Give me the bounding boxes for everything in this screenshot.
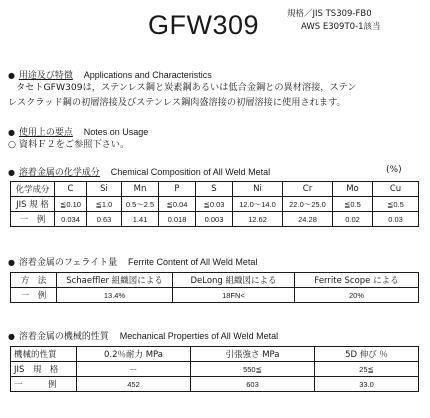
usage-heading-en: Notes on Usage (83, 127, 149, 137)
table-header-cell: Si (87, 182, 122, 197)
table-header-cell: C (55, 182, 87, 197)
row-label: JIS 規 格 (11, 362, 77, 377)
table-header-cell: 引張強さ MPa (191, 347, 315, 362)
applications-text-line2: レスクラッド鋼の初層溶接及びステンレス鋼肉盛溶接の初層溶接に使用されます。 (8, 97, 346, 108)
mechanical-table (10, 346, 419, 392)
chemical-table (10, 181, 419, 227)
table-cell: 0.03 (373, 212, 419, 227)
table-cell: 0.018 (159, 212, 196, 227)
mechanical-jis-row (11, 362, 419, 377)
table-cell: 1.41 (122, 212, 159, 227)
bullet-icon: ● (8, 258, 15, 267)
ferrite-header-row (11, 273, 419, 288)
table-cell: 22.0〜25.0 (283, 197, 333, 212)
table-cell: ー (77, 362, 191, 377)
mechanical-example-row (11, 377, 419, 392)
table-header-cell: 機械的性質 (11, 347, 77, 362)
table-cell: 0.034 (55, 212, 87, 227)
table-header-cell: P (159, 182, 196, 197)
table-cell: 550≦ (191, 362, 315, 377)
ferrite-heading-jp: 溶着金属のフェライト量 (18, 258, 118, 268)
table-cell: 24.28 (283, 212, 333, 227)
table-header-cell: 0.2％耐力 MPa (77, 347, 191, 362)
table-cell: 13.4% (57, 288, 173, 303)
chemical-header-row (11, 182, 419, 197)
table-cell: ≦0.5 (373, 197, 419, 212)
table-cell: 0.02 (333, 212, 373, 227)
mechanical-header-row (11, 347, 419, 362)
table-cell: ≦0.04 (159, 197, 196, 212)
table-header-cell: Ni (233, 182, 283, 197)
chemical-example-row (11, 212, 419, 227)
table-cell: 20% (295, 288, 419, 303)
ferrite-heading-en: Ferrite Content of All Weld Metal (128, 257, 258, 267)
table-cell: 18FN< (173, 288, 295, 303)
table-cell: ≦0.03 (196, 197, 233, 212)
applications-heading-jp: 用途及び特徴 (18, 71, 73, 81)
table-cell: ≦0.5 (333, 197, 373, 212)
applications-text-line1: タセトGFW309は，ステンレス鋼と炭素鋼あるいは低合金鋼との異材溶接，ステン (16, 82, 357, 93)
table-cell: 12.0〜14.0 (233, 197, 283, 212)
table-header-cell: 5D 伸び ％ (315, 347, 419, 362)
usage-heading-jp: 使用上の要点 (18, 128, 73, 138)
table-cell: 0.003 (196, 212, 233, 227)
table-header-cell: Mn (122, 182, 159, 197)
mechanical-heading-jp: 溶着金属の機械的性質 (18, 332, 109, 342)
standard-aws: AWS E309T0-1該当 (301, 22, 381, 32)
table-cell: 25≦ (315, 362, 419, 377)
standard-jis: 規格／JIS TS309-FB0 (287, 9, 372, 19)
table-cell: ≦0.10 (55, 197, 87, 212)
table-header-cell: Schaeffler 組織図による (57, 273, 173, 288)
product-title: GFW309 (148, 10, 260, 40)
table-cell: ≦1.0 (87, 197, 122, 212)
mechanical-heading-en: Mechanical Properties of All Weld Metal (119, 331, 279, 341)
bullet-icon: ● (8, 332, 15, 341)
bullet-icon: ● (8, 71, 15, 80)
applications-heading-en: Applications and Characteristics (83, 70, 212, 80)
table-header-cell: 方 法 (11, 273, 57, 288)
table-cell: 0.63 (87, 212, 122, 227)
chemical-heading (8, 165, 270, 178)
ferrite-table (10, 272, 419, 303)
chemical-heading-jp: 溶着金属の化学成分 (18, 168, 100, 178)
bullet-icon: ● (8, 128, 15, 137)
table-header-cell: DeLong 組織図による (173, 273, 295, 288)
row-label: 一 例 (11, 212, 55, 227)
table-cell: 33.0 (315, 377, 419, 392)
table-cell: 12.62 (233, 212, 283, 227)
row-label: 一 例 (11, 288, 57, 303)
row-label: 一 例 (11, 377, 77, 392)
bullet-icon: ● (8, 168, 15, 177)
table-header-cell: S (196, 182, 233, 197)
usage-text: ○ 資料Ｆ２をご参照下さい。 (8, 139, 130, 150)
mechanical-heading (8, 329, 278, 342)
row-label: JIS 規 格 (11, 197, 55, 212)
table-cell: 0.5〜2.5 (122, 197, 159, 212)
ferrite-heading (8, 255, 257, 268)
ferrite-example-row (11, 288, 419, 303)
table-cell: 603 (191, 377, 315, 392)
chemical-unit: (%) (386, 165, 402, 175)
table-header-cell: 化学成分 (11, 182, 55, 197)
chemical-jis-row (11, 197, 419, 212)
table-header-cell: Cu (373, 182, 419, 197)
table-header-cell: Ferrite Scope による (295, 273, 419, 288)
table-header-cell: Cr (283, 182, 333, 197)
table-header-cell: Mo (333, 182, 373, 197)
chemical-heading-en: Chemical Composition of All Weld Metal (110, 167, 271, 177)
table-cell: 452 (77, 377, 191, 392)
